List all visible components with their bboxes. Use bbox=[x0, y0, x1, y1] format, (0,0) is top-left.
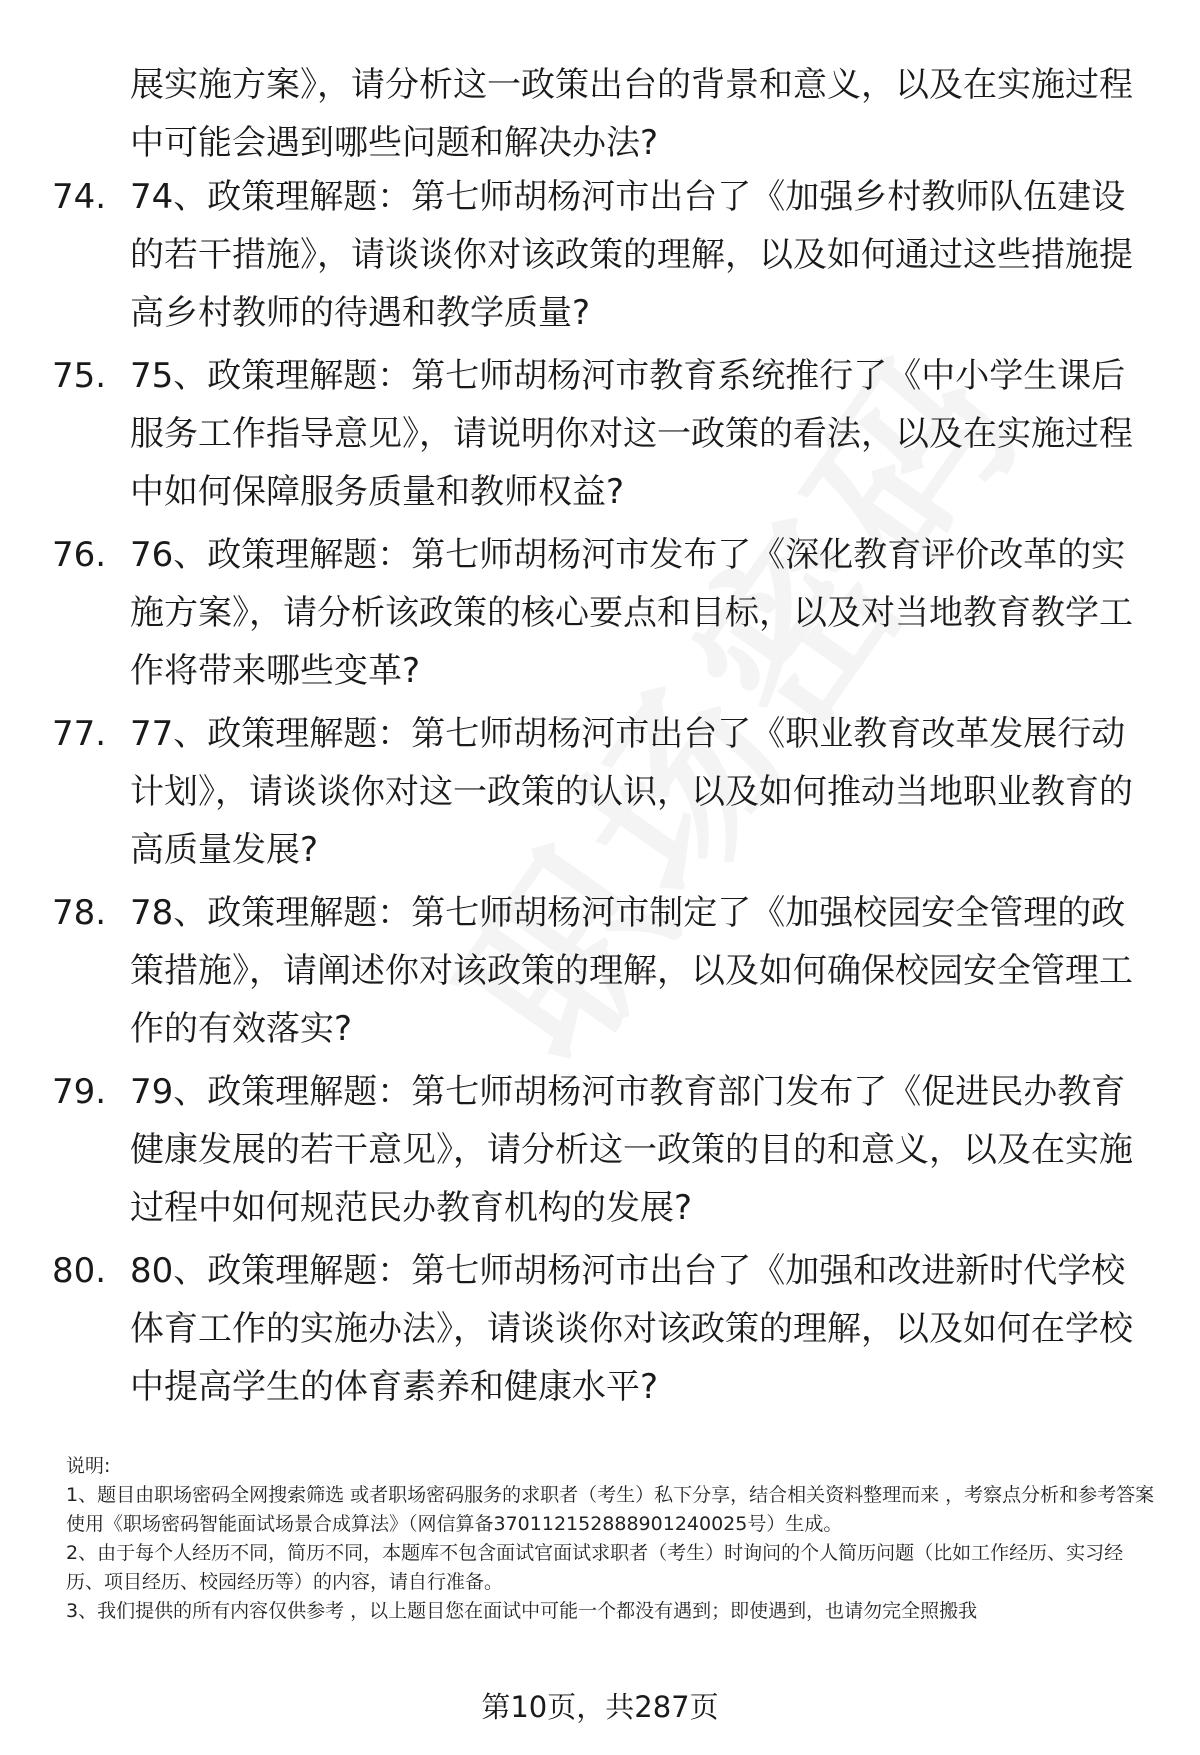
page-number-footer: 第10页，共287页 bbox=[481, 1690, 719, 1724]
note-item: 1、题目由职场密码全网搜索筛选 或者职场密码服务的求职者（考生）私下分享，结合相关资料整理而来 ，考察点分析和参考答案使用《职场密码智能面试场景合成算法》（网信算备370112152888901240025号）生成。 bbox=[66, 1484, 1155, 1535]
notes-section bbox=[66, 1452, 1156, 1626]
note-item: 3、我们提供的所有内容仅供参考 ，以上题目您在面试中可能一个都没有遇到；即使遇到，也请勿完全照搬我 bbox=[66, 1600, 978, 1622]
note-item: 2、由于每个人经历不同，简历不同，本题库不包含面试官面试求职者（考生）时询问的个人简历问题（比如工作经历、实习经历、项目经历、校园经历等）的内容，请自行准备。 bbox=[66, 1542, 1124, 1593]
question-text: 79、政策理解题：第七师胡杨河市教育部门发布了《促进民办教育健康发展的若干意见》，请分析这一政策的目的和意义，以及在实施过程中如何规范民办教育机构的发展? bbox=[130, 1072, 1133, 1228]
notes-heading: 说明: bbox=[66, 1455, 111, 1477]
question-text: 78、政策理解题：第七师胡杨河市制定了《加强校园安全管理的政策措施》，请阐述你对该政策的理解，以及如何确保校园安全管理工作的有效落实? bbox=[130, 893, 1133, 1049]
list-item bbox=[0, 1063, 1200, 1242]
list-item bbox=[0, 1242, 1200, 1421]
question-text: 74、政策理解题：第七师胡杨河市出台了《加强乡村教师队伍建设的若干措施》，请谈谈你对该政策的理解，以及如何通过这些措施提高乡村教师的待遇和教学质量? bbox=[130, 177, 1133, 333]
question-list bbox=[0, 168, 1200, 1421]
question-text: 77、政策理解题：第七师胡杨河市出台了《职业教育改革发展行动计划》，请谈谈你对这一政策的认识，以及如何推动当地职业教育的高质量发展? bbox=[130, 714, 1133, 870]
list-item bbox=[0, 705, 1200, 884]
question-text: 76、政策理解题：第七师胡杨河市发布了《深化教育评价改革的实施方案》，请分析该政策的核心要点和目标，以及对当地教育教学工作将带来哪些变革? bbox=[130, 535, 1133, 691]
question-number: 80. bbox=[52, 1251, 107, 1291]
question-number: 74. bbox=[52, 177, 107, 217]
question-number: 75. bbox=[52, 356, 107, 396]
list-item bbox=[0, 168, 1200, 347]
list-item bbox=[0, 884, 1200, 1063]
continued-question-text: 展实施方案》，请分析这一政策出台的背景和意义，以及在实施过程中可能会遇到哪些问题和解决办法? bbox=[130, 65, 1133, 163]
question-number: 77. bbox=[52, 714, 107, 754]
list-item bbox=[0, 347, 1200, 526]
list-item bbox=[0, 526, 1200, 705]
question-text: 75、政策理解题：第七师胡杨河市教育系统推行了《中小学生课后服务工作指导意见》，请说明你对这一政策的看法，以及在实施过程中如何保障服务质量和教师权益? bbox=[130, 356, 1133, 512]
question-number: 79. bbox=[52, 1072, 107, 1112]
question-number: 78. bbox=[52, 893, 107, 933]
question-text: 80、政策理解题：第七师胡杨河市出台了《加强和改进新时代学校体育工作的实施办法》，请谈谈你对该政策的理解，以及如何在学校中提高学生的体育素养和健康水平? bbox=[130, 1251, 1133, 1407]
question-number: 76. bbox=[52, 535, 107, 575]
